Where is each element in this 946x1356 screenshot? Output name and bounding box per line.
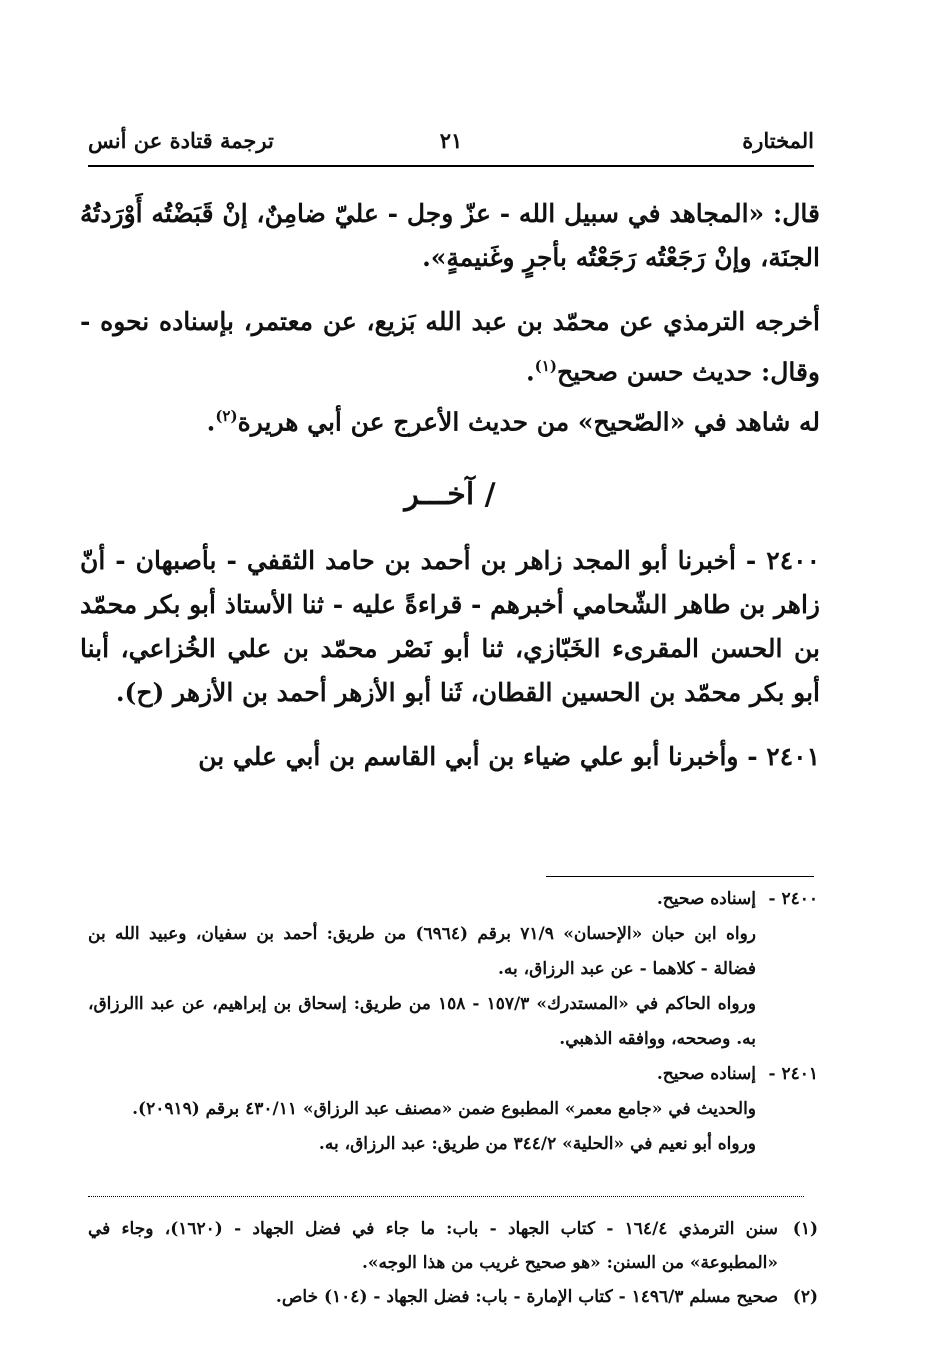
shahid-paragraph: له شاهد في «الصّحيح» من حديث الأعرج عن أبي هريرة$^{(٢)}$. [206,407,820,437]
footnote-2 [88,1280,818,1314]
page-number: ٢١ [439,128,463,153]
hadith-2400: ٢٤٠٠ - أخبرنا أبو المجد زاهر بن أحمد بن حامد الثقفي - بأصبهان - أنّ زاهر بن طاهر الشّحامي أخبرهم - قراءةً عليه - ثنا الأستاذ أبو بكر محمّد بن الحسن المقرىء الخَبّازي، ثنا أبو نَصْر محمّد بن علي الخُزاعي، أبنا أبو بكر محمّد بن الحسين القطان، ثَنا أبو الأزهر أحمد بن الأزهر (ح). [80,545,820,707]
note-line: ورواه أبو نعيم في «الحلية» ٣٤٤/٢ من طريق: عبد الرزاق، به. [318,1134,756,1154]
note-2400 [88,882,818,1057]
takhrij-text: أخرجه الترمذي عن محمّد بن عبد الله بَزيع، عن معتمر، بإسناده نحوه - وقال: حديث حسن صحيح [80,307,820,387]
note-number: ٢٤٠١ - [768,1064,818,1084]
note-line: إسناده صحيح. [656,889,756,909]
note-line: رواه ابن حبان «الإحسان» ٧١/٩ برقم (٦٩٦٤) من طريق: أحمد بن سفيان، وعبيد الله بن فضالة - كلاهما - عن عبد الرزاق، به. [88,924,756,979]
footnote-text: صحيح مسلم ١٤٩٦/٣ - كتاب الإمارة - باب: فضل الجهاد - (١٠٤) خاص. [275,1287,778,1307]
header-rule [88,165,814,167]
hadith-quote: قال: «المجاهد في سبيل الله - عزّ وجل - عليّ ضامِنٌ، إنْ قَبَضْتُه أَوْرَدتُهُ الجنَة، وإنْ رَجَعْتُه رَجَعْتُه بأجرٍ وغَنيمةٍ». [80,199,820,272]
footnote-text: سنن الترمذي ١٦٤/٤ - كتاب الجهاد - باب: ما جاء في فضل الجهاد - (١٦٢٠)، وجاء في «المطبوعة» من السنن: «هو صحيح غريب من هذا الوجه». [88,1219,778,1273]
note-line: والحديث في «جامع معمر» المطبوع ضمن «مصنف عبد الرزاق» ٤٣٠/١١ برقم (٢٠٩١٩). [132,1099,756,1119]
hadith-2401: ٢٤٠١ - وأخبرنا أبو علي ضياء بن أبي القاسم بن أبي علي بن [198,741,820,771]
footnote-separator [88,1196,804,1197]
shahid-text: له شاهد في «الصّحيح» من حديث الأعرج عن أبي هريرة [237,407,820,437]
section-title: / آخـــر [404,476,496,512]
footnote-1 [88,1212,818,1280]
note-line: إسناده صحيح. [656,1064,756,1084]
footnote-ref-2: (٢) [215,407,238,426]
main-text [80,192,820,779]
note-number: ٢٤٠٠ - [768,889,818,909]
takhrij-paragraph: أخرجه الترمذي عن محمّد بن عبد الله بَزيع، عن معتمر، بإسناده نحوه - وقال: حديث حسن صحيح$^{(١)}$. [80,307,820,387]
footnote-number: (٢) [792,1287,818,1307]
footnote-ref-1: (١) [534,357,557,375]
book-title: المختارة [742,128,814,153]
chapter-title: ترجمة قتادة عن أنس [88,128,274,153]
running-header [88,128,814,158]
note-line: ورواه الحاكم في «المستدرك» ١٥٧/٣ - ١٥٨ من طريق: إسحاق بن إبراهيم، عن عبد االرزاق، به. وصححه، ووافقه الذهبي. [88,994,756,1049]
hadith-notes [88,882,818,1162]
notes-separator [546,876,814,877]
note-2401 [88,1057,818,1162]
footnotes [88,1212,818,1314]
footnote-number: (١) [792,1219,818,1239]
